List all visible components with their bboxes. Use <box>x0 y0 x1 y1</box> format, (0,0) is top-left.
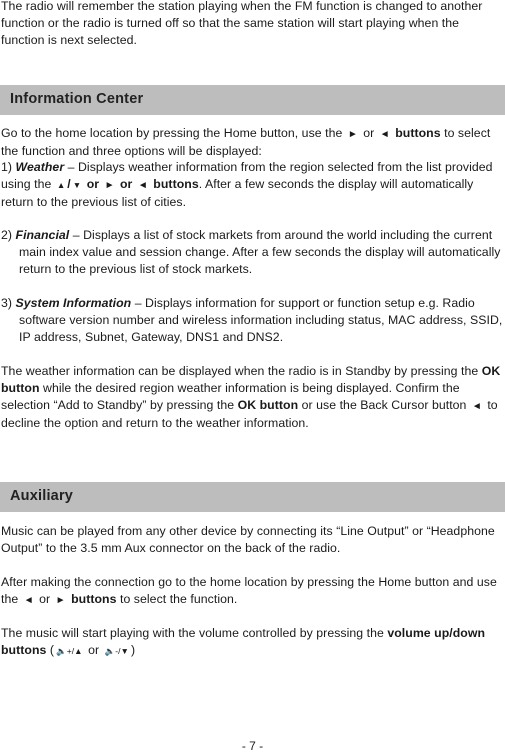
left-arrow-icon: ◄ <box>379 129 390 140</box>
information-center-header <box>0 85 505 115</box>
right-arrow-icon: ► <box>55 595 66 606</box>
up-arrow-icon: ▲ <box>56 180 66 190</box>
standby-paragraph: The weather information can be displayed when the radio is in Standby by pressing the OK button while the desired region weather information is being displayed. Confirm the selection “Add to Standby” by pressing the OK button or use the Back Cursor button ◄ to decline the option and return to the weather information. <box>1 364 501 430</box>
down-arrow-icon: ▼ <box>72 180 82 190</box>
auxiliary-header <box>0 482 505 512</box>
system-information-item: 3) System Information – Displays information for support or function setup e.g. Radio software version number and wireless information including status, MAC address, SSID, IP address, Subnet, Gateway, DNS1 and DNS2. <box>1 296 503 344</box>
weather-item: 1) Weather – Displays weather information from the region selected from the list provided using the ▲ / ▼ or ► or ◄ buttons. After a few seconds the display will automatically return to the previous list of cities. <box>1 160 493 209</box>
left-arrow-icon: ◄ <box>23 595 34 606</box>
auxiliary-paragraph-2: After making the connection go to the home location by pressing the Home button and use the ◄ or ► buttons to select the function. <box>1 574 503 609</box>
financial-item: 2) Financial – Displays a list of stock markets from around the world including the current main index value and session change. After a few seconds the display will automatically return to the previous list of stock markets. <box>1 228 501 276</box>
information-center-title: Information Center <box>10 91 144 107</box>
weather-title: Weather <box>15 160 65 174</box>
info-center-intro: Go to the home location by pressing the Home button, use the ► or ◄ buttons to select the function and three options will be displayed: <box>1 126 491 158</box>
ok-button-ref: OK button <box>1 364 501 395</box>
financial-title: Financial <box>15 228 70 242</box>
right-arrow-icon: ► <box>347 129 358 140</box>
ok-button-ref: OK button <box>237 398 299 412</box>
volume-up-icon: 🔈+/▲ <box>56 646 83 656</box>
auxiliary-paragraph-3: The music will start playing with the volume controlled by pressing the volume up/down buttons ( 🔈+/▲ or 🔈-/▼ ) <box>1 625 503 660</box>
auxiliary-title: Auxiliary <box>10 488 74 504</box>
right-arrow-icon: ► <box>104 180 115 191</box>
auxiliary-paragraph-1: Music can be played from any other device by connecting its “Line Output” or “Headphone Output” to the 3.5 mm Aux connector on the back of the radio. <box>1 524 495 555</box>
left-arrow-icon: ◄ <box>471 401 482 412</box>
left-arrow-icon: ◄ <box>137 180 148 191</box>
page-number: - 7 - <box>241 739 264 753</box>
intro-paragraph: The radio will remember the station playing when the FM function is changed to another function or the radio is turned off so that the same station will start playing when the function is next selected. <box>1 0 483 47</box>
system-information-title: System Information <box>15 296 132 310</box>
volume-down-icon: 🔈-/▼ <box>104 646 129 656</box>
